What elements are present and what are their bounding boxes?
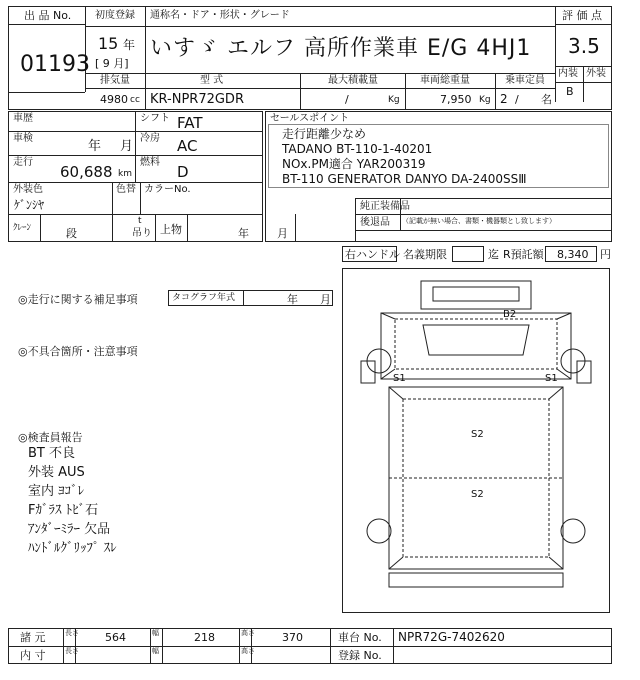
inner-height-label: 高さ [241, 647, 255, 655]
first-reg-label: 初度登録 [95, 10, 135, 21]
width-value: 218 [194, 631, 215, 644]
length-value: 564 [105, 631, 126, 644]
sales-points-label: セールスポイント [270, 113, 350, 124]
tachograph-label: タコグラフ年式 [172, 293, 236, 303]
color-no-label: カラーNo. [144, 184, 191, 195]
length-label: 長さ [65, 629, 79, 637]
lot-number: 01193 [20, 52, 90, 77]
right-hand-label: 右ハンドル [345, 248, 400, 261]
spec-label: 諸 元 [20, 631, 46, 644]
tax-label: 迄 [488, 248, 499, 261]
aftermarket-label: 後退品 [360, 217, 390, 228]
inspection-label: 車検 [13, 133, 33, 144]
inspection-year-unit: 年 [88, 139, 102, 154]
tachograph-month-unit: 月 [320, 293, 331, 306]
shift-label: シフト [140, 113, 170, 124]
model-label: 型 式 [200, 75, 224, 86]
exterior-color-value: ｹﾞﾝｼﾔ [14, 198, 45, 212]
lot-label: 出 品 No. [24, 9, 72, 22]
name-change-box [452, 246, 484, 262]
rating-score: 3.5 [568, 34, 600, 58]
tachograph-year-unit: 年 [287, 293, 298, 306]
inner-length-label: 長さ [65, 647, 79, 655]
inspector-line-4: Fｶﾞﾗｽ ﾄﾋﾞ石 [28, 503, 99, 518]
capacity-sep: / [515, 93, 519, 106]
loading-label: 上物 [160, 223, 182, 236]
inspector-line-5: ｱﾝﾀﾞｰﾐﾗｰ 欠品 [28, 522, 111, 537]
inspection-month-unit: 月 [120, 139, 134, 154]
color-change-label: 色替 [116, 184, 136, 195]
displacement-label: 排気量 [100, 75, 130, 86]
damage-mark-s1-left: S1 [393, 373, 406, 384]
height-value: 370 [282, 631, 303, 644]
gross-weight-unit: Kg [479, 95, 491, 105]
chassis-value: NPR72G-7402620 [398, 630, 505, 644]
sales-point-line-1: 走行距離少なめ [282, 127, 367, 141]
inner-width-label: 幅 [152, 647, 159, 655]
recycle-unit: 円 [600, 248, 611, 261]
first-reg-month: [ 9 月] [95, 57, 129, 70]
loading-year-unit: 年 [238, 227, 249, 240]
capacity-unit: 名 [541, 93, 552, 106]
recycle-label: R預託額 [503, 248, 544, 261]
chassis-label: 車台 No. [338, 631, 382, 644]
capacity-value: 2 [500, 92, 508, 106]
damage-mark-s1-right: S1 [545, 373, 558, 384]
crane-label: ｸﾚｰﾝ [13, 223, 32, 233]
interior-grade: B [566, 85, 574, 98]
exterior-label: 外装 [586, 68, 606, 79]
aircon-label: 冷房 [140, 133, 160, 144]
exterior-color-label: 外装色 [13, 184, 43, 195]
loading-month-unit: 月 [277, 227, 288, 240]
sales-point-line-2: TADANO BT-110-1-40201 [282, 142, 433, 156]
shift-value: FAT [177, 114, 203, 132]
vehicle-diagram-frame [342, 268, 610, 613]
mileage-label: 走行 [13, 157, 33, 168]
running-notes-label: ◎走行に関する補足事項 [18, 293, 138, 306]
capacity-label: 乗車定員 [505, 75, 545, 86]
fuel-label: 燃料 [140, 157, 160, 168]
inspector-line-3: 室内 ﾖｺﾞﾚ [28, 484, 85, 499]
model-code: KR-NPR72GDR [150, 92, 244, 107]
registration-label: 登録 No. [338, 649, 382, 662]
car-name-label: 通称名・ドア・形状・グレード [150, 10, 290, 21]
width-label: 幅 [152, 629, 159, 637]
crane-lift-unit: 吊り [132, 228, 152, 239]
inspector-line-6: ﾊﾝﾄﾞﾙｸﾞﾘｯﾌﾟ ｽﾚ [28, 541, 117, 556]
displacement-unit: cc [130, 95, 140, 105]
inspector-report-label: ◎検査員報告 [18, 431, 83, 444]
damage-mark-s2-rear: S2 [471, 489, 484, 500]
damage-mark-s2-front: S2 [471, 429, 484, 440]
inspector-line-2: 外装 AUS [28, 465, 85, 480]
crane-ton-unit: t [138, 216, 142, 226]
max-load-unit: Kg [388, 95, 400, 105]
max-load-value: / [345, 93, 349, 106]
interior-label: 内装 [558, 68, 578, 79]
gross-weight-label: 車両総重量 [420, 75, 470, 86]
truck-outline-diagram [343, 269, 609, 612]
displacement-value: 4980 [100, 93, 128, 106]
recycle-value: 8,340 [557, 248, 589, 261]
history-label: 車歴 [13, 113, 33, 124]
crane-stage-unit: 段 [66, 227, 77, 240]
aftermarket-note: （記載が無い場合、書類・機器類とし致します） [402, 217, 556, 225]
sales-point-line-4: BT-110 GENERATOR DANYO DA-2400SSⅢ [282, 172, 527, 186]
max-load-label: 最大積載量 [328, 75, 378, 86]
name-change-label: 名義期限 [403, 248, 447, 261]
aircon-value: AC [177, 137, 198, 155]
mileage-value: 60,688 [60, 163, 113, 181]
first-reg-year-unit: 年 [123, 38, 136, 52]
fuel-value: D [177, 163, 189, 181]
rating-label: 評 価 点 [562, 9, 602, 22]
sales-point-line-3: NOx.PM適合 YAR200319 [282, 157, 426, 171]
height-label: 高さ [241, 629, 255, 637]
defects-label: ◎不具合箇所・注意事項 [18, 345, 138, 358]
damage-mark-b2: B2 [503, 309, 517, 320]
first-reg-year: 15 [98, 34, 119, 53]
gross-weight-value: 7,950 [440, 93, 472, 106]
car-name: いすゞ エルフ 高所作業車 E/G 4HJ1 [150, 36, 532, 61]
inner-dimensions-label: 内 寸 [20, 649, 46, 662]
genuine-equipment-label: 純正装備品 [360, 201, 410, 212]
inspector-line-1: BT 不良 [28, 446, 75, 461]
mileage-unit: km [118, 169, 132, 179]
